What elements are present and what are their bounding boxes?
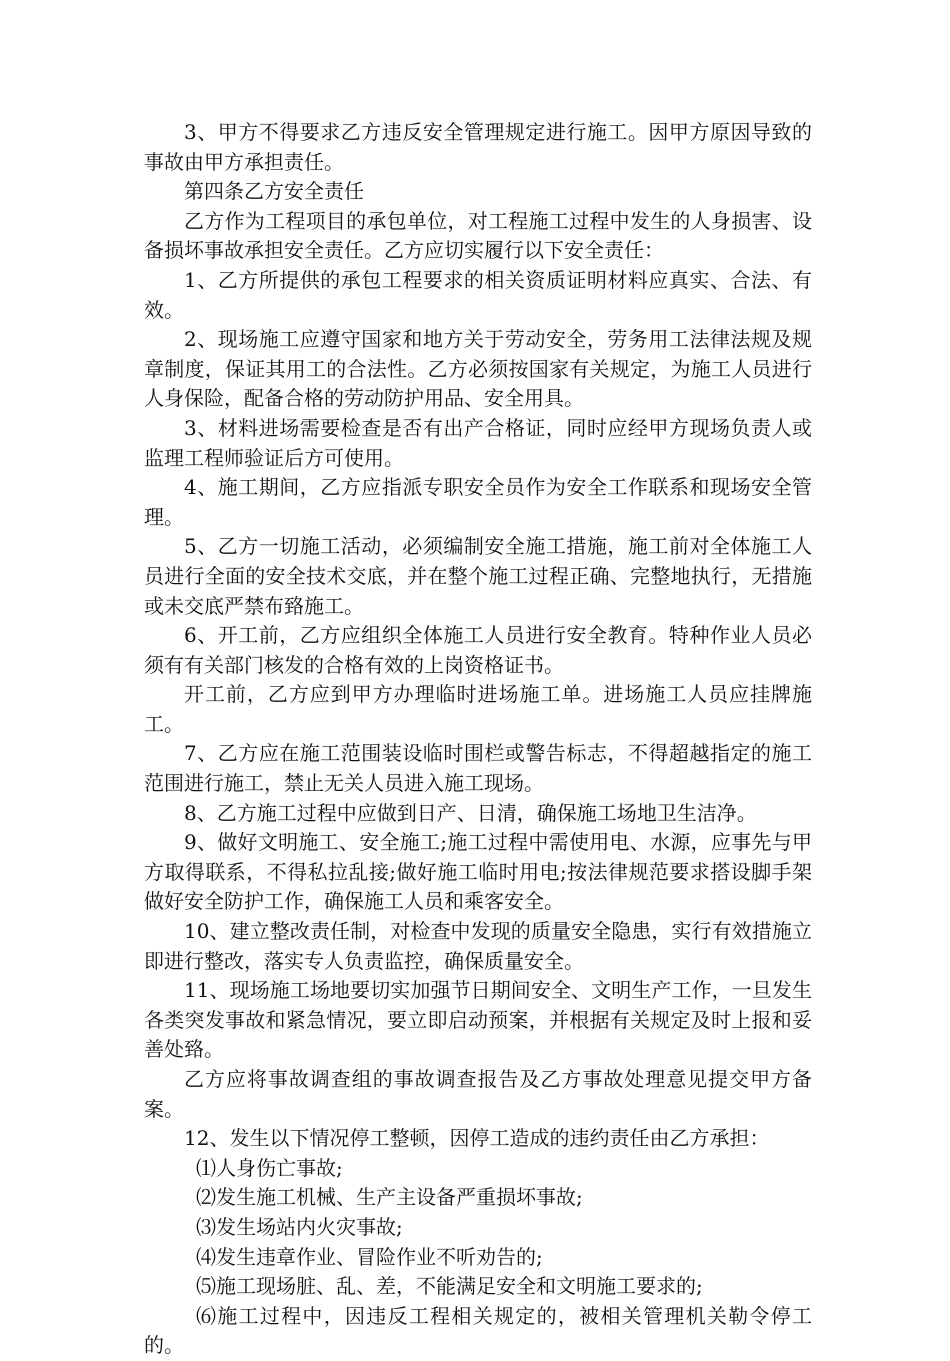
paragraph: 1、乙方所提供的承包工程要求的相关资质证明材料应真实、合法、有效。 bbox=[144, 267, 812, 322]
list-item: ⑴人身伤亡事故; bbox=[196, 1155, 343, 1180]
paragraph: 3、甲方不得要求乙方违反安全管理规定进行施工。因甲方原因导致的事故由甲方承担责任。 bbox=[144, 120, 812, 174]
paragraph: 8、乙方施工过程中应做到日产、日清，确保施工场地卫生洁净。 bbox=[184, 800, 757, 825]
section-heading: 第四条乙方安全责任 bbox=[184, 179, 364, 204]
document-page bbox=[144, 118, 812, 1361]
list-item: ⑸施工现场脏、乱、差，不能满足安全和文明施工要求的; bbox=[196, 1274, 703, 1299]
paragraph: 开工前，乙方应到甲方办理临时进场施工单。进场施工人员应挂牌施工。 bbox=[144, 682, 812, 736]
list-item: ⑷发生违章作业、冒险作业不听劝告的; bbox=[196, 1244, 543, 1269]
paragraph: 5、乙方一切施工活动，必须编制安全施工措施，施工前对全体施工人员进行全面的安全技术交底，并在整个施工过程正确、完整地执行，无措施或未交底严禁布臵施工。 bbox=[144, 534, 812, 618]
paragraph: 10、建立整改责任制，对检查中发现的质量安全隐患，实行有效措施立即进行整改，落实专人负责监控，确保质量安全。 bbox=[144, 919, 812, 973]
paragraph: 乙方作为工程项目的承包单位，对工程施工过程中发生的人身损害、设备损坏事故承担安全责任。乙方应切实履行以下安全责任： bbox=[144, 208, 812, 263]
paragraph: 9、做好文明施工、安全施工;施工过程中需使用电、水源，应事先与甲方取得联系，不得私拉乱接;做好施工临时用电;按法律规范要求搭设脚手架做好安全防护工作，确保施工人员和乘客安全。 bbox=[144, 830, 812, 914]
paragraph: 6、开工前，乙方应组织全体施工人员进行安全教育。特种作业人员必须有有关部门核发的合格有效的上岗资格证书。 bbox=[144, 623, 812, 677]
paragraph: 4、施工期间，乙方应指派专职安全员作为安全工作联系和现场安全管理。 bbox=[144, 475, 812, 529]
paragraph: 7、乙方应在施工范围装设临时围栏或警告标志，不得超越指定的施工范围进行施工，禁止无关人员进入施工现场。 bbox=[144, 741, 812, 796]
paragraph: 乙方应将事故调查组的事故调查报告及乙方事故处理意见提交甲方备案。 bbox=[144, 1067, 812, 1121]
list-item: ⑶发生场站内火灾事故; bbox=[196, 1214, 403, 1239]
list-item: ⑵发生施工机械、生产主设备严重损坏事故; bbox=[196, 1185, 583, 1210]
paragraph: 11、现场施工场地要切实加强节日期间安全、文明生产工作，一旦发生各类突发事故和紧急情况，要立即启动预案，并根据有关规定及时上报和妥善处臵。 bbox=[144, 978, 812, 1062]
list-item: ⑹施工过程中，因违反工程相关规定的，被相关管理机关勒令停工的。 bbox=[144, 1303, 812, 1358]
paragraph: 3、材料进场需要检查是否有出产合格证，同时应经甲方现场负责人或监理工程师验证后方可使用。 bbox=[144, 415, 812, 470]
paragraph: 12、发生以下情况停工整顿，因停工造成的违约责任由乙方承担： bbox=[184, 1126, 770, 1151]
paragraph: 2、现场施工应遵守国家和地方关于劳动安全，劳务用工法律法规及规章制度，保证其用工的合法性。乙方必须按国家有关规定，为施工人员进行人身保险，配备合格的劳动防护用品、安全用具。 bbox=[144, 327, 812, 411]
